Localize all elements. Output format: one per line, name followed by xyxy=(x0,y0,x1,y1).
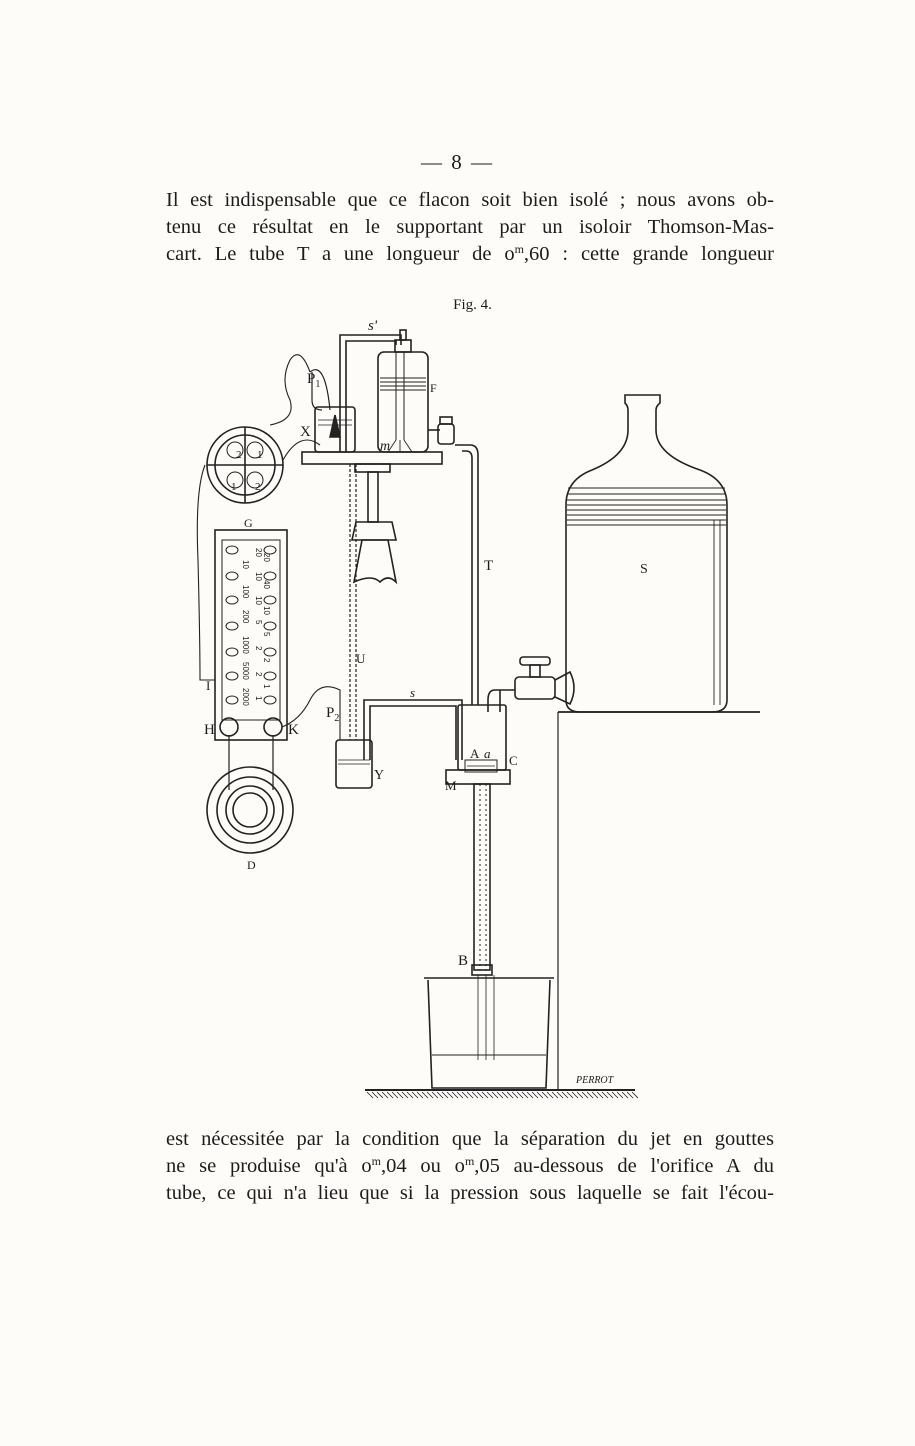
label-G: G xyxy=(244,516,253,530)
commutator-number: 2 xyxy=(255,481,261,493)
scale-value: 1 xyxy=(254,696,263,701)
siphon-mid xyxy=(364,700,462,760)
scale-value: 1 xyxy=(262,684,271,689)
label-F: F xyxy=(430,381,437,395)
scale-value: 100 xyxy=(241,585,250,599)
scale-value: 20 xyxy=(262,553,271,562)
tube-B xyxy=(472,784,492,975)
scale-value: 5 xyxy=(262,632,271,637)
scale-value: 200 xyxy=(241,610,250,624)
vessel-Y xyxy=(336,740,372,788)
label-a: a xyxy=(484,746,491,761)
label-B: B xyxy=(458,953,469,969)
scale-value: 2 xyxy=(262,658,271,663)
beaker xyxy=(424,975,554,1088)
wires xyxy=(197,355,340,740)
commutator xyxy=(207,427,283,503)
text-line: ne se produise qu'à $o^m,04$ ou $o^m,05$ au-dessous de l'orifice A du xyxy=(166,1154,775,1177)
scale-value: 10 xyxy=(254,572,263,581)
scale-value: 1000 xyxy=(241,636,250,654)
tube-U xyxy=(350,464,356,740)
scale-value: 40 xyxy=(262,580,271,589)
reservoir-bottle xyxy=(566,395,727,712)
text-line: tenu ce résultat en le supportant par un isoloir Thomson-Mas- xyxy=(166,216,774,238)
scale-value: 10 xyxy=(262,606,271,615)
scale-value: 10 xyxy=(254,596,263,605)
label-s-mid: s xyxy=(410,685,416,700)
label-A: A xyxy=(470,746,480,761)
shelf xyxy=(558,712,760,1090)
figure-caption: Fig. 4. xyxy=(453,297,492,313)
label-I: I xyxy=(206,678,211,693)
insulating-plate xyxy=(302,452,442,582)
engraver-signature: PERROT xyxy=(576,1075,614,1086)
scale-value: 2 xyxy=(254,646,263,651)
label-H: H xyxy=(204,722,215,738)
resistance-box-G xyxy=(215,530,287,740)
label-C: C xyxy=(509,753,518,768)
label-M: M xyxy=(445,778,457,793)
label-S: S xyxy=(640,562,648,577)
label-X: X xyxy=(300,424,311,440)
scale-value: 2000 xyxy=(241,688,250,706)
page-number: — 8 — xyxy=(421,150,494,174)
label-Y: Y xyxy=(374,768,385,783)
floor-hatching xyxy=(365,1090,638,1098)
label-P2: $P_2$ xyxy=(326,705,340,724)
scale-value: 2 xyxy=(254,672,263,677)
label-P1: $P_1$ xyxy=(307,371,321,390)
scale-value: 20 xyxy=(254,548,263,557)
text-line: Il est indispensable que ce flacon soit bien isolé ; nous avons ob- xyxy=(166,189,774,211)
label-m: m xyxy=(380,439,391,454)
commutator-number: 2 xyxy=(236,449,242,461)
commutator-number: 1 xyxy=(257,449,263,461)
flask-F xyxy=(378,330,454,452)
text-line: cart. Le tube T a une longueur de $o^m,60$ : cette grande longueur xyxy=(166,242,775,265)
label-D: D xyxy=(247,858,256,872)
scale-value: 5 xyxy=(254,620,263,625)
scale-value: 10 xyxy=(241,560,250,569)
label-U: U xyxy=(356,651,366,666)
text-line: tube, ce qui n'a lieu que si la pression sous laquelle se fait l'écou- xyxy=(166,1182,774,1204)
label-s-top: s' xyxy=(368,318,378,334)
text-line: est nécessitée par la condition que la séparation du jet en gouttes xyxy=(166,1128,774,1150)
scale-value: 5000 xyxy=(241,662,250,680)
bottom-paragraph xyxy=(166,1126,774,1207)
dial-D xyxy=(207,735,293,853)
bottle-tap xyxy=(488,657,574,712)
commutator-number: 1 xyxy=(231,481,237,493)
tube-T xyxy=(455,445,478,705)
label-T: T xyxy=(484,558,494,574)
label-K: K xyxy=(288,722,299,738)
